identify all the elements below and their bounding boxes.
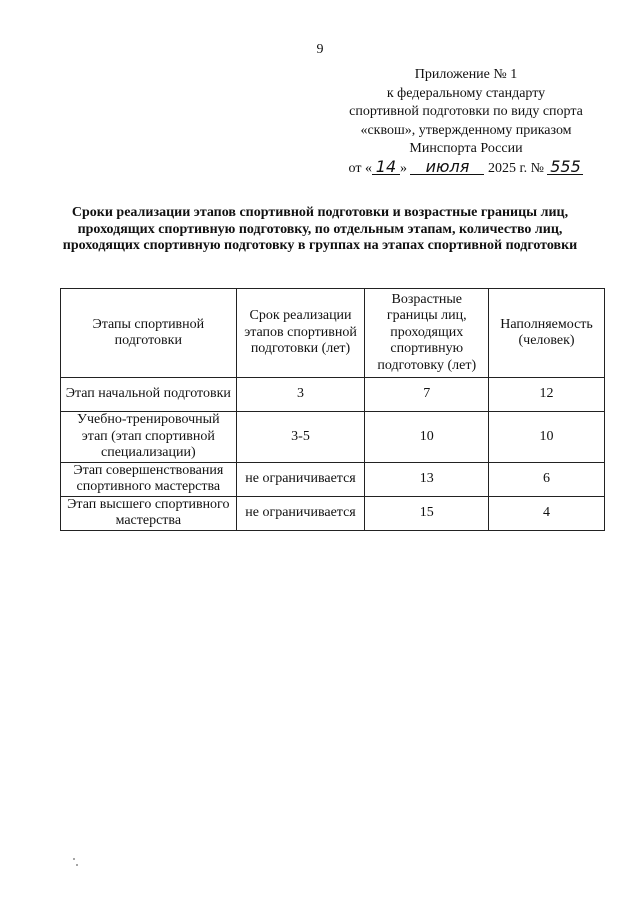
order-day: 14: [372, 159, 400, 175]
cell-capacity: 6: [489, 462, 605, 496]
order-day-close: »: [399, 160, 407, 176]
cell-stage: Этап начальной подготовки: [61, 378, 237, 412]
cell-stage: Этап высшего спортивного мастерства: [61, 496, 237, 530]
cell-stage: Этап совершенствования спортивного мастерства: [61, 462, 237, 496]
cell-duration: не ограничивается: [236, 462, 365, 496]
table-row: [61, 378, 605, 412]
cell-duration: 3-5: [236, 412, 365, 463]
appendix-line: «сквош», утвержденному приказом: [360, 122, 572, 138]
cell-age: 15: [365, 496, 489, 530]
appendix-block: [340, 66, 592, 178]
header-age: Возрастные границы лиц, проходящих спортивную подготовку (лет): [365, 289, 489, 378]
table-row: [61, 412, 605, 463]
scan-speck: [76, 864, 78, 866]
header-capacity: Наполняемость (человек): [489, 289, 605, 378]
page-number: 9: [316, 42, 324, 57]
order-prefix: от «: [348, 160, 372, 176]
cell-age: 10: [365, 412, 489, 463]
cell-age: 7: [365, 378, 489, 412]
cell-duration: не ограничивается: [236, 496, 365, 530]
order-month: июля: [410, 159, 484, 175]
stages-table: [60, 288, 605, 531]
table-header-row: [61, 289, 605, 378]
cell-duration: 3: [236, 378, 365, 412]
table-row: [61, 462, 605, 496]
order-date-line: [340, 156, 592, 179]
appendix-line: Приложение № 1: [414, 67, 518, 82]
document-title: Сроки реализации этапов спортивной подготовки и возрастные границы лиц, проходящих спортивную подготовку, по отдельным этапам, количество лиц, проходящих спортивную подготовку в группах на этапах спортивной подготовки: [62, 205, 578, 253]
cell-stage: Учебно-тренировочный этап (этап спортивной специализации): [61, 412, 237, 463]
header-stage: Этапы спортивной подготовки: [61, 289, 237, 378]
cell-capacity: 12: [489, 378, 605, 412]
appendix-line: спортивной подготовки по виду спорта: [349, 104, 583, 119]
order-year: 2025 г. №: [487, 160, 544, 176]
order-number: 555: [547, 159, 583, 175]
header-duration: Срок реализации этапов спортивной подготовки (лет): [236, 289, 365, 378]
table-row: [61, 496, 605, 530]
cell-capacity: 4: [489, 496, 605, 530]
appendix-line: к федеральному стандарту: [386, 85, 546, 101]
scan-speck: [73, 858, 75, 860]
appendix-line: Минспорта России: [409, 141, 523, 156]
cell-capacity: 10: [489, 412, 605, 463]
cell-age: 13: [365, 462, 489, 496]
